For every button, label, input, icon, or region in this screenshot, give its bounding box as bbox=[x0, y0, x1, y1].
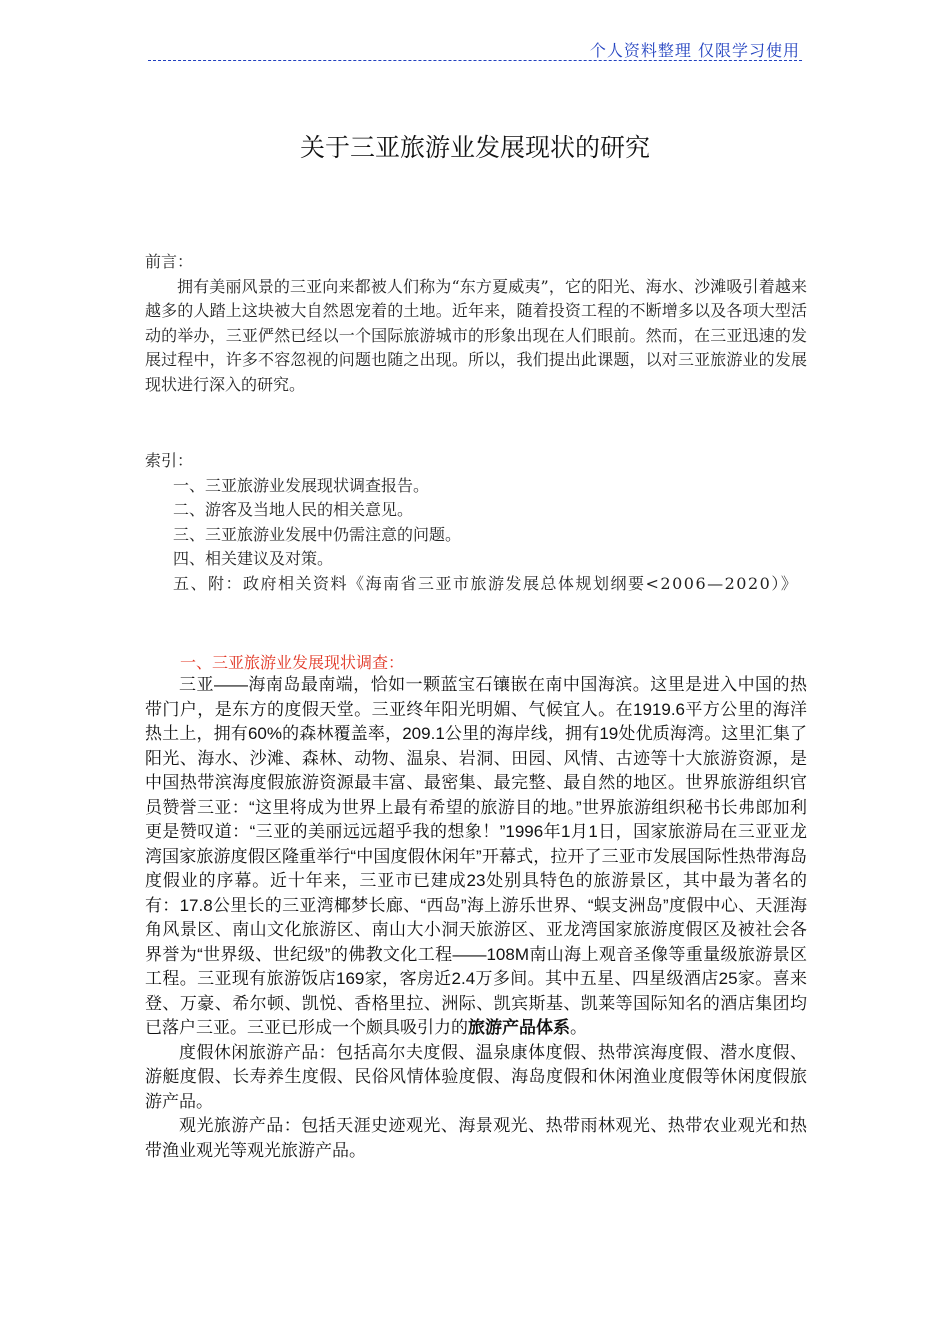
preface-body: 拥有美丽风景的三亚向来都被人们称为“东方夏威夷”，它的阳光、海水、沙滩吸引着越来越多的人踏上这块被大自然恩宠着的土地。近年来，随着投资工程的不断增多以及各项大型活动的举办，三亚俨然已经以一个国际旅游城市的形象出现在人们眼前。然而，在三亚迅速的发展过程中，许多不容忽视的问题也随之出现。所以，我们提出此课题，以对三亚旅游业的发展现状进行深入的研究。 bbox=[145, 276, 807, 394]
preface-section bbox=[145, 250, 807, 397]
paragraph-end: 。 bbox=[570, 1018, 587, 1037]
page-header bbox=[148, 38, 802, 61]
index-item: 五、附：政府相关资料《海南省三亚市旅游发展总体规划纲要<2006—2020）》 bbox=[173, 573, 799, 593]
section-body bbox=[145, 673, 807, 1163]
index-label: 索引： bbox=[145, 451, 194, 470]
body-paragraph bbox=[145, 673, 807, 1041]
section-heading: 一、三亚旅游业发展现状调查： bbox=[180, 653, 405, 672]
index-item: 三、三亚旅游业发展中仍需注意的问题。 bbox=[173, 524, 462, 544]
header-text: 个人资料整理 仅限学习使用 bbox=[589, 41, 800, 60]
index-section bbox=[145, 449, 807, 596]
document-title: 关于三亚旅游业发展现状的研究 bbox=[299, 133, 650, 162]
body-paragraph: 观光旅游产品：包括天涯史迹观光、海景观光、热带雨林观光、热带农业观光和热带渔业观光等观光旅游产品。 bbox=[145, 1116, 807, 1160]
index-item: 四、相关建议及对策。 bbox=[173, 549, 334, 568]
paragraph-text: 三亚——海南岛最南端，恰如一颗蓝宝石镶嵌在南中国海滨。这里是进入中国的热带门户，是东方的度假天堂。三亚终年阳光明媚、气候宜人。在1919.6平方公里的海洋热土上，拥有60%的森林覆盖率，209.1公里的海岸线，拥有19处优质海湾。这里汇集了阳光、海水、沙滩、森林、动物、温泉、岩洞、田园、风情、古迹等十大旅游资源，是中国热带滨海度假旅游资源最丰富、最密集、最完整、最自然的地区。世界旅游组织官员赞誉三亚：“这里将成为世界上最有希望的旅游目的地。”世界旅游组织秘书长弗郎加利更是赞叹道：“三亚的美丽远远超乎我的想象！”1996年1月1日，国家旅游局在三亚亚龙湾国家旅游度假区隆重举行“中国度假休闲年”开幕式，拉开了三亚市发展国际性热带海岛度假业的序幕。近十年来，三亚市已建成23处别具特色的旅游景区，其中最为著名的有：17.8公里长的三亚湾椰梦长廊、“西岛”海上游乐世界、“蜈支洲岛”度假中心、天涯海角风景区、南山文化旅游区、南山大小洞天旅游区、亚龙湾国家旅游度假区及被社会各界誉为“世界级、世纪级”的佛教文化工程——108M南山海上观音圣像等重量级旅游景区工程。三亚现有旅游饭店169家，客房近2.4万多间。其中五星、四星级酒店25家。喜来登、万豪、希尔顿、凯悦、香格里拉、洲际、凯宾斯基、凯莱等国际知名的酒店集团均已落户三亚。三亚已形成一个颇具吸引力的 bbox=[145, 675, 807, 1037]
index-item: 二、游客及当地人民的相关意见。 bbox=[173, 500, 414, 519]
body-paragraph: 度假休闲旅游产品：包括高尔夫度假、温泉康体度假、热带滨海度假、潜水度假、游艇度假、长寿养生度假、民俗风情体验度假、海岛度假和休闲渔业度假等休闲度假旅游产品。 bbox=[145, 1042, 807, 1111]
preface-label: 前言： bbox=[145, 252, 194, 271]
index-item: 一、三亚旅游业发展现状调查报告。 bbox=[173, 475, 430, 495]
bold-phrase: 旅游产品体系 bbox=[468, 1018, 570, 1037]
